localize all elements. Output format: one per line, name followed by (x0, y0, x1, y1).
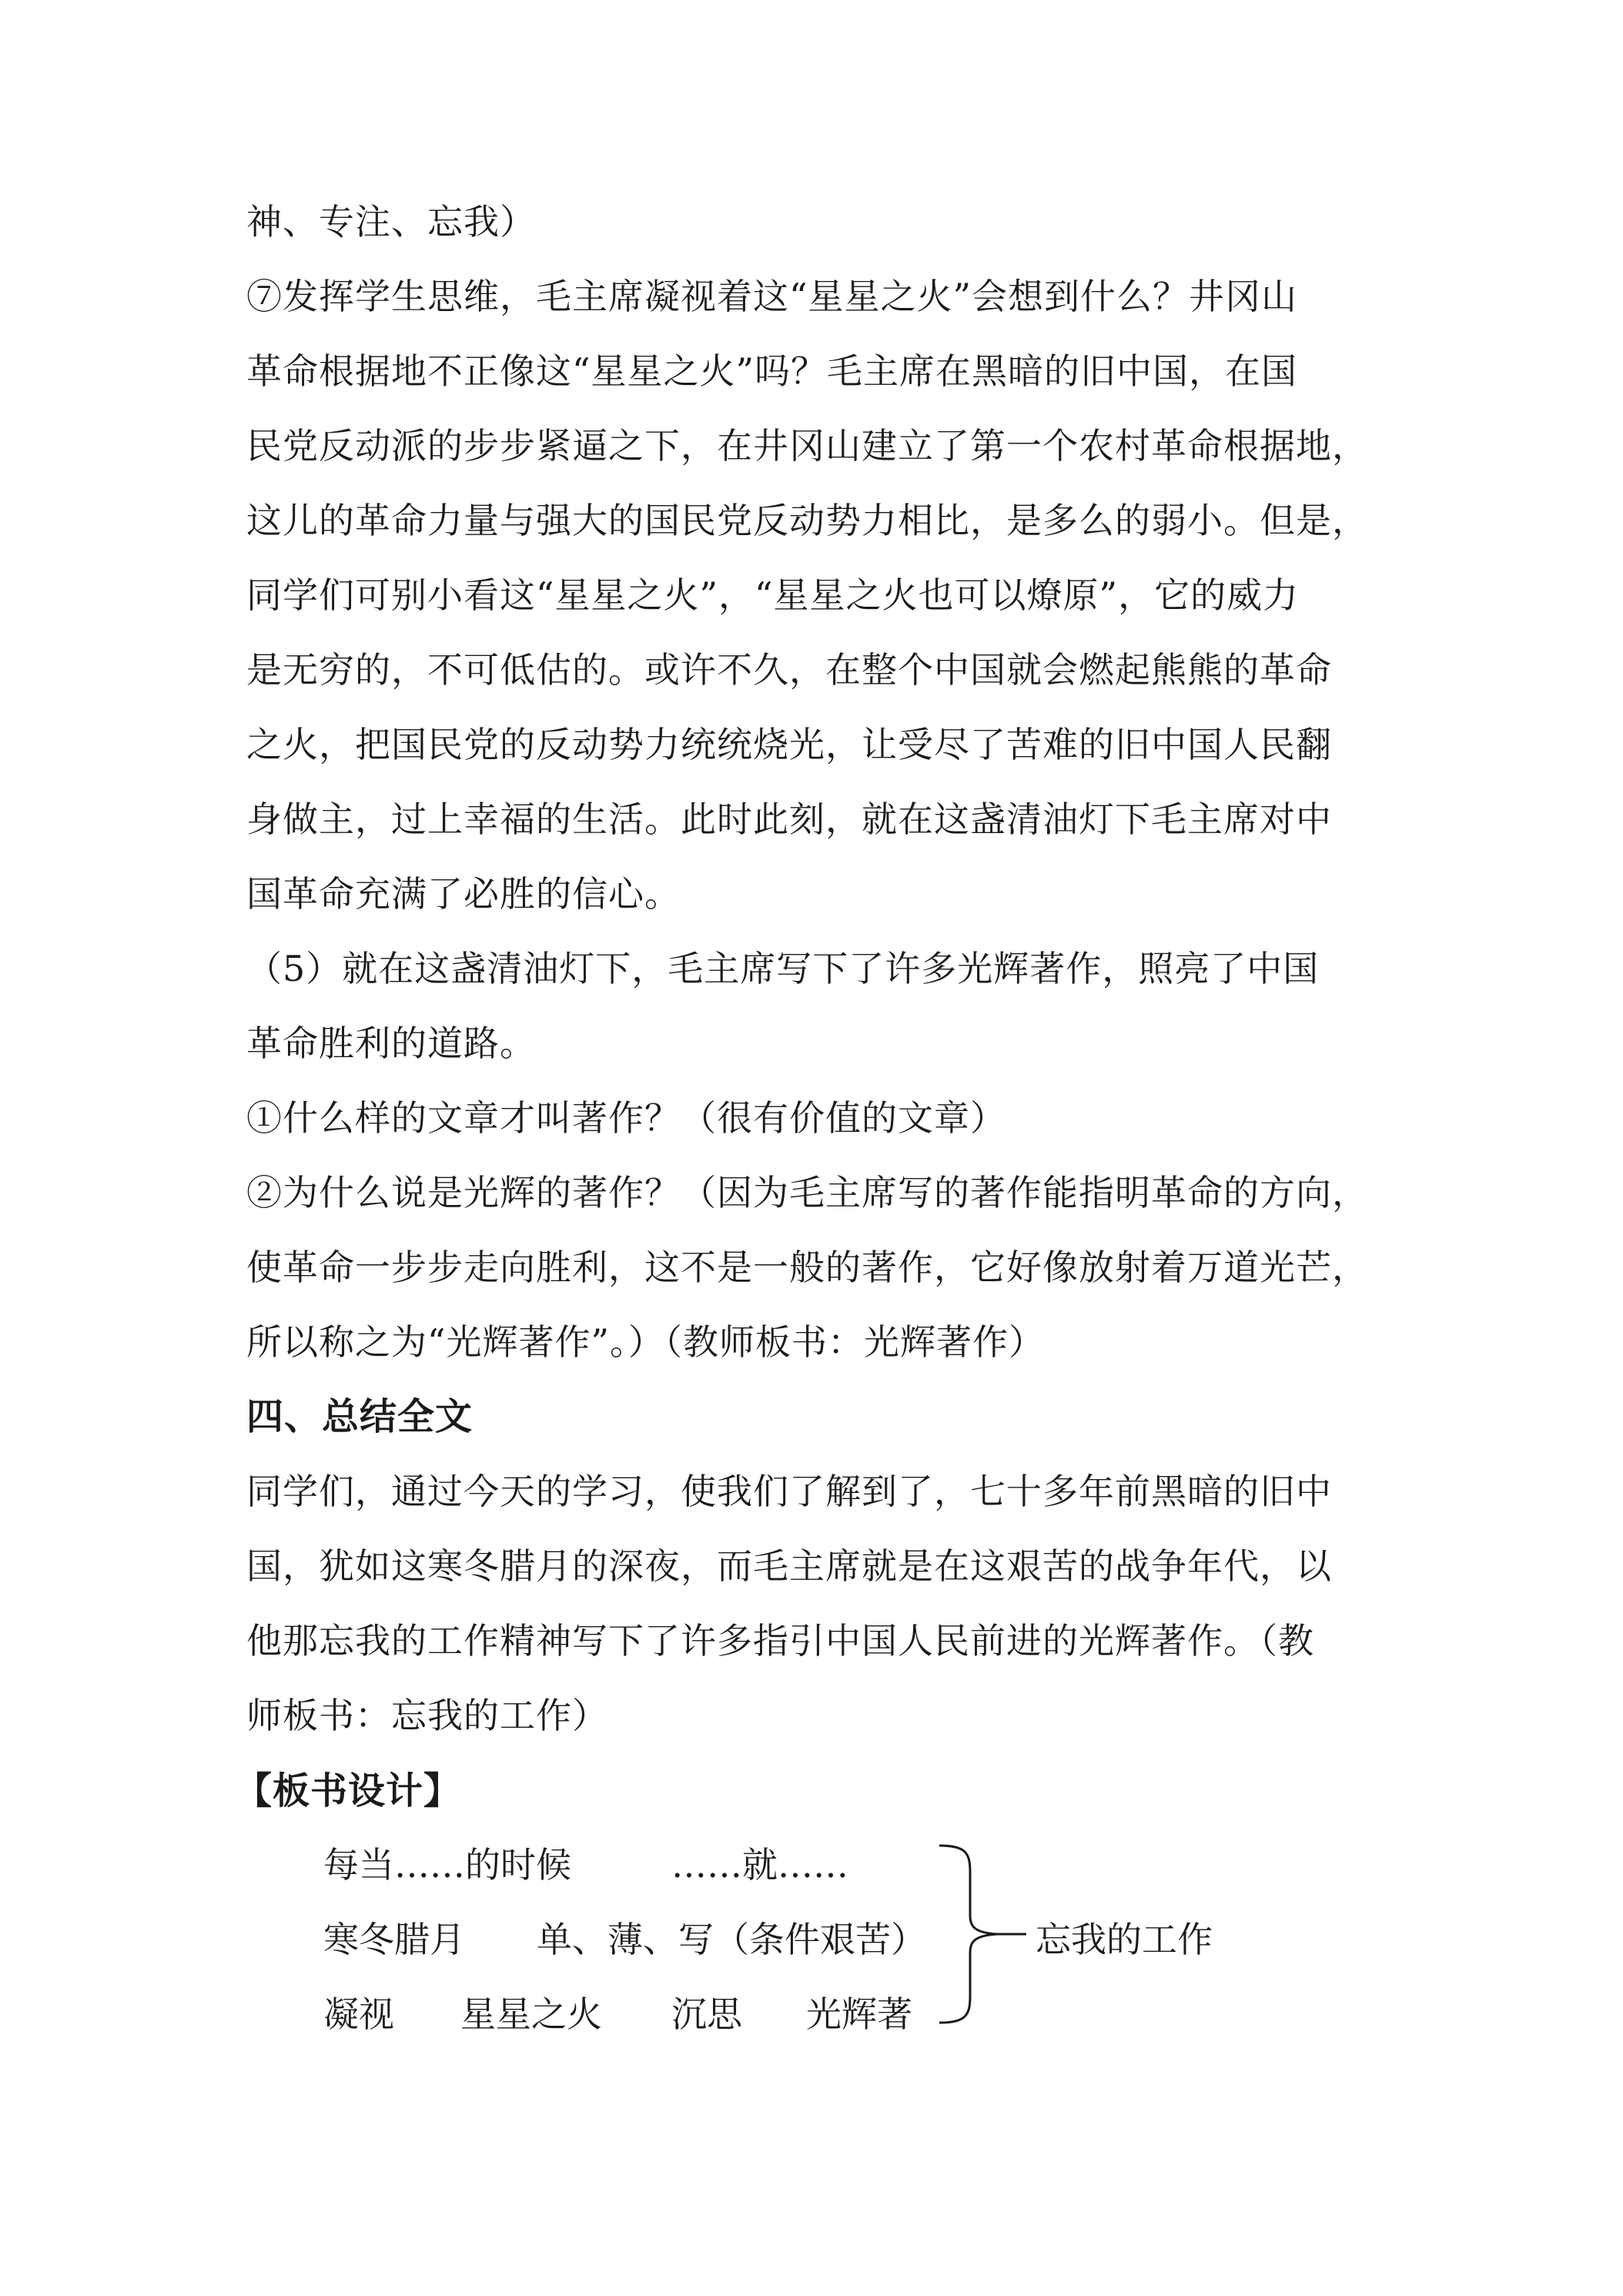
board-row2-left: 寒冬腊月 (323, 1919, 465, 1960)
text-line: ②为什么说是光辉的著作？（因为毛主席写的著作能指明革命的方向， (246, 1172, 1368, 1213)
text-line: 是无穷的，不可低估的。或许不久，在整个中国就会燃起熊熊的革命 (246, 649, 1332, 691)
text-line: 国，犹如这寒冬腊月的深夜，而毛主席就是在这艰苦的战争年代，以 (246, 1545, 1332, 1587)
board-heading: 【板书设计】 (235, 1769, 462, 1812)
right-brace-icon (935, 1842, 1028, 2027)
text-line: 他那忘我的工作精神写下了许多指引中国人民前进的光辉著作。（教 (246, 1620, 1314, 1662)
section-heading: 四、总结全文 (246, 1395, 474, 1438)
text-line: 民党反动派的步步紧逼之下，在井冈山建立了第一个农村革命根据地， (246, 425, 1368, 467)
text-line: 所以称之为“光辉著作”。）（教师板书：光辉著作） (246, 1321, 1046, 1363)
board-row1-right: ……就…… (671, 1844, 848, 1886)
text-line: ①什么样的文章才叫著作？（很有价值的文章） (246, 1097, 1006, 1139)
text-line: （5）就在这盏清油灯下，毛主席写下了许多光辉著作，照亮了中国 (246, 948, 1320, 989)
text-line: 革命根据地不正像这“星星之火”吗？毛主席在黑暗的旧中国，在国 (246, 350, 1298, 392)
text-line: 这儿的革命力量与强大的国民党反动势力相比，是多么的弱小。但是， (246, 500, 1368, 541)
text-line: 神、专注、忘我） (246, 201, 536, 243)
text-line: ⑦发挥学生思维，毛主席凝视着这“星星之火”会想到什么？井冈山 (246, 276, 1298, 317)
text-line: 使革命一步步走向胜利，这不是一般的著作，它好像放射着万道光芒， (246, 1247, 1368, 1288)
board-conclusion: 忘我的工作 (1036, 1919, 1213, 1960)
text-line: 革命胜利的道路。 (246, 1022, 536, 1064)
text-line: 师板书：忘我的工作） (246, 1695, 608, 1736)
text-line: 身做主，过上幸福的生活。此时此刻，就在这盏清油灯下毛主席对中 (246, 798, 1332, 840)
text-line: 国革命充满了必胜的信心。 (246, 873, 681, 915)
board-row2-right: 单、薄、写（条件艰苦） (537, 1919, 926, 1960)
board-row3-item4: 光辉著 (806, 1993, 912, 2035)
board-row3-item1: 凝视 (323, 1993, 394, 2035)
board-row3-item3: 沉思 (671, 1993, 742, 2035)
text-line: 同学们，通过今天的学习，使我们了解到了，七十多年前黑暗的旧中 (246, 1471, 1332, 1512)
board-row3-item2: 星星之火 (460, 1993, 602, 2035)
board-row1-left: 每当……的时候 (323, 1844, 571, 1886)
text-line: 之火，把国民党的反动势力统统烧光，让受尽了苦难的旧中国人民翻 (246, 724, 1332, 765)
text-line: 同学们可别小看这“星星之火”，“星星之火也可以燎原”，它的威力 (246, 574, 1300, 616)
